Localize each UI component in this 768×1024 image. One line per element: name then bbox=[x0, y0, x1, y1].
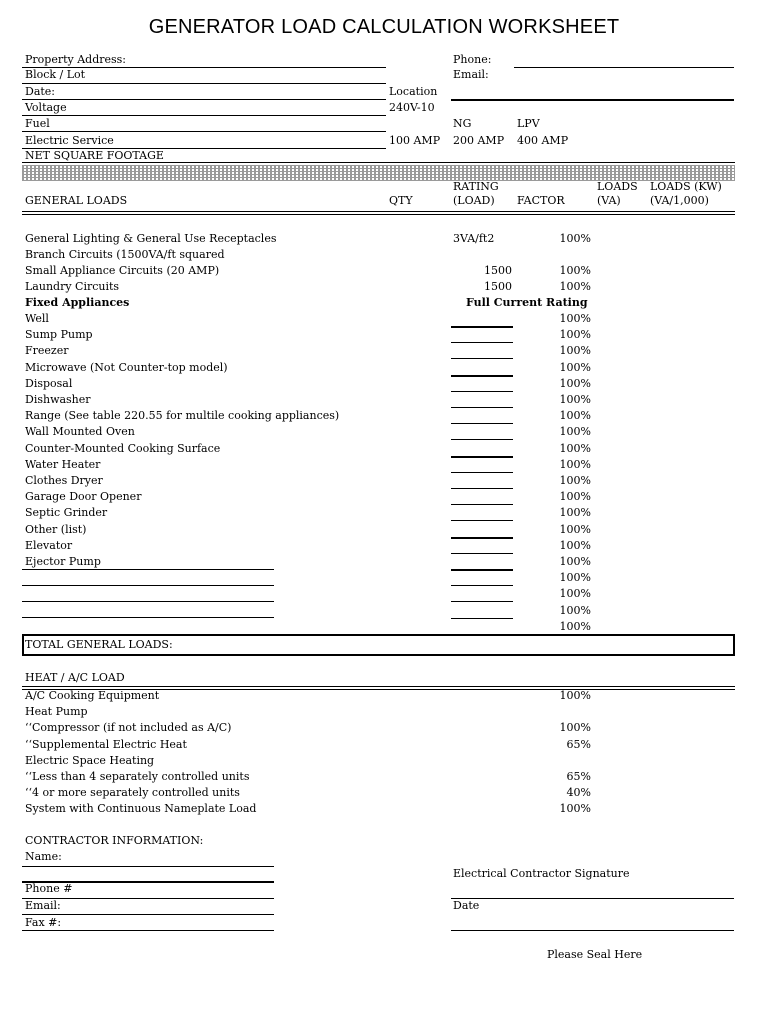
appliance-factor: 100% bbox=[559, 312, 591, 325]
appliance-rating-field[interactable] bbox=[451, 342, 513, 343]
col-loads-va: (VA) bbox=[597, 194, 621, 207]
other-appliance-field[interactable] bbox=[22, 601, 274, 602]
seal-label: Please Seal Here bbox=[547, 948, 643, 961]
col-loads: LOADS bbox=[597, 180, 638, 193]
appliance-label: Range (See table 220.55 for multile cooking appliances) bbox=[25, 409, 340, 423]
appliance-factor: 100% bbox=[559, 457, 591, 471]
appliance-label: Other (list) bbox=[25, 522, 87, 536]
appliance-rating-field[interactable] bbox=[451, 537, 513, 539]
phone-field[interactable] bbox=[514, 67, 734, 68]
appliance-factor: 100% bbox=[559, 441, 591, 455]
divider bbox=[22, 162, 735, 163]
electric-service-label: Electric Service bbox=[25, 134, 114, 147]
email-field[interactable] bbox=[451, 99, 734, 101]
general-load-label: Branch Circuits (1500VA/ft squared bbox=[25, 248, 225, 261]
other-appliance-field[interactable] bbox=[22, 569, 274, 570]
block-lot-field[interactable] bbox=[22, 83, 386, 84]
heat-ac-factor: 100% bbox=[559, 802, 591, 816]
fuel-label: Fuel bbox=[25, 117, 50, 130]
appliance-label: Elevator bbox=[25, 538, 73, 552]
col-rating-load: (LOAD) bbox=[453, 194, 495, 207]
appliance-factor: 100% bbox=[559, 506, 591, 520]
appliance-factor: 100% bbox=[559, 360, 591, 374]
heat-ac-label: System with Continuous Nameplate Load bbox=[25, 802, 257, 816]
heat-ac-factor: 65% bbox=[566, 737, 591, 751]
appliance-factor: 100% bbox=[559, 474, 591, 487]
col-loads-kw-unit: (VA/1,000) bbox=[650, 194, 709, 207]
appliance-rating-field[interactable] bbox=[451, 520, 513, 521]
general-load-factor: 100% bbox=[559, 232, 591, 245]
col-rating: RATING bbox=[453, 180, 499, 193]
appliance-label: Microwave (Not Counter-top model) bbox=[25, 360, 228, 374]
appliance-factor: 100% bbox=[559, 587, 591, 601]
header-rule bbox=[22, 214, 735, 215]
date-signed-field[interactable] bbox=[451, 930, 734, 931]
net-square-footage-label: NET SQUARE FOOTAGE bbox=[25, 149, 164, 162]
email-label: Email: bbox=[453, 68, 489, 81]
appliance-rating-field[interactable] bbox=[451, 407, 513, 408]
appliance-rating-field[interactable] bbox=[451, 601, 513, 602]
appliance-label: Water Heater bbox=[25, 457, 101, 471]
appliance-factor: 100% bbox=[559, 555, 591, 568]
contractor-fax-field[interactable] bbox=[22, 930, 274, 931]
col-factor: FACTOR bbox=[517, 194, 565, 207]
general-load-factor: 100% bbox=[559, 280, 591, 293]
appliance-rating-field[interactable] bbox=[451, 326, 513, 328]
appliance-label: Septic Grinder bbox=[25, 506, 108, 520]
property-address-label: Property Address: bbox=[25, 53, 127, 66]
signature-field[interactable] bbox=[451, 898, 734, 899]
date-signed-label: Date bbox=[453, 899, 480, 912]
general-load-rating: 1500 bbox=[484, 280, 512, 293]
general-load-label: Laundry Circuits bbox=[25, 280, 120, 293]
heat-ac-factor: 40% bbox=[566, 786, 591, 800]
col-general-loads: GENERAL LOADS bbox=[25, 194, 128, 207]
heat-ac-label: A/C Cooking Equipment bbox=[25, 689, 160, 702]
general-load-rating: 1500 bbox=[484, 264, 512, 277]
heat-ac-label: ‘‘4 or more separately controlled units bbox=[25, 786, 240, 800]
other-appliance-field[interactable] bbox=[22, 585, 274, 586]
general-load-label: General Lighting & General Use Receptacles bbox=[25, 232, 277, 245]
appliance-factor: 100% bbox=[559, 409, 591, 423]
contractor-email-field[interactable] bbox=[22, 914, 274, 915]
appliance-label: Counter-Mounted Cooking Surface bbox=[25, 441, 221, 455]
heat-ac-factor: 100% bbox=[559, 721, 591, 735]
appliance-label: Wall Mounted Oven bbox=[25, 425, 135, 439]
appliance-rating-field[interactable] bbox=[451, 472, 513, 473]
appliance-label: Clothes Dryer bbox=[25, 474, 103, 487]
appliance-rating-field[interactable] bbox=[451, 391, 513, 392]
appliance-factor: 100% bbox=[559, 603, 591, 617]
appliance-rating-field[interactable] bbox=[451, 423, 513, 424]
general-load-rating: 3VA/ft2 bbox=[453, 232, 495, 245]
heat-ac-label: Heat Pump bbox=[25, 705, 88, 719]
location-label: Location bbox=[389, 85, 438, 98]
service-100-amp-option[interactable]: 100 AMP bbox=[389, 134, 441, 147]
col-qty: QTY bbox=[389, 194, 413, 207]
fuel-field[interactable] bbox=[22, 131, 386, 132]
contractor-phone-label: Phone # bbox=[25, 882, 73, 895]
voltage-label: Voltage bbox=[25, 101, 67, 114]
voltage-field[interactable] bbox=[22, 115, 386, 116]
voltage-value: 240V-10 bbox=[389, 101, 435, 114]
appliance-rating-field[interactable] bbox=[451, 456, 513, 458]
contractor-name-label: Name: bbox=[25, 850, 62, 863]
appliance-rating-field[interactable] bbox=[451, 504, 513, 505]
fuel-lpv-option[interactable]: LPV bbox=[517, 117, 540, 130]
general-load-factor: 100% bbox=[559, 264, 591, 277]
fixed-appliances-heading: Fixed Appliances bbox=[25, 296, 130, 309]
appliance-rating-field[interactable] bbox=[451, 439, 513, 440]
appliance-label: Garage Door Opener bbox=[25, 490, 142, 504]
appliance-rating-field[interactable] bbox=[451, 375, 513, 377]
page-title: GENERATOR LOAD CALCULATION WORKSHEET bbox=[148, 16, 620, 38]
appliance-rating-field[interactable] bbox=[451, 585, 513, 586]
heat-ac-rule bbox=[22, 686, 735, 687]
signature-label: Electrical Contractor Signature bbox=[453, 867, 630, 880]
date-field[interactable] bbox=[22, 99, 386, 100]
appliance-label: Sump Pump bbox=[25, 328, 93, 342]
appliance-factor: 100% bbox=[559, 619, 591, 633]
heat-ac-label: ‘‘Supplemental Electric Heat bbox=[25, 737, 187, 751]
contractor-info-heading: CONTRACTOR INFORMATION: bbox=[25, 834, 204, 847]
appliance-factor: 100% bbox=[559, 425, 591, 439]
appliance-label: Freezer bbox=[25, 344, 69, 358]
heat-ac-factor: 65% bbox=[566, 770, 591, 783]
appliance-factor: 100% bbox=[559, 328, 591, 342]
service-200-amp-option[interactable]: 200 AMP bbox=[453, 134, 505, 147]
appliance-rating-field[interactable] bbox=[451, 618, 513, 619]
appliance-rating-field[interactable] bbox=[451, 553, 513, 554]
appliance-factor: 100% bbox=[559, 538, 591, 552]
service-400-amp-option[interactable]: 400 AMP bbox=[517, 134, 569, 147]
contractor-name-field[interactable] bbox=[22, 866, 274, 867]
appliance-label: Ejector Pump bbox=[25, 555, 101, 568]
appliance-factor: 100% bbox=[559, 571, 591, 585]
appliance-factor: 100% bbox=[559, 344, 591, 358]
appliance-rating-field[interactable] bbox=[451, 569, 513, 571]
header-rule bbox=[22, 211, 735, 212]
hatched-divider bbox=[22, 165, 735, 181]
contractor-fax-label: Fax #: bbox=[25, 916, 62, 929]
appliance-label: Disposal bbox=[25, 376, 73, 390]
appliance-rating-field[interactable] bbox=[451, 358, 513, 359]
heat-ac-factor: 100% bbox=[559, 689, 591, 702]
other-appliance-field[interactable] bbox=[22, 617, 274, 618]
heat-ac-label: Electric Space Heating bbox=[25, 753, 155, 767]
appliance-factor: 100% bbox=[559, 522, 591, 536]
date-label: Date: bbox=[25, 85, 56, 98]
total-general-loads-label: TOTAL GENERAL LOADS: bbox=[25, 638, 173, 651]
contractor-email-label: Email: bbox=[25, 899, 61, 912]
appliance-factor: 100% bbox=[559, 376, 591, 390]
appliance-label: Well bbox=[25, 312, 49, 325]
block-lot-label: Block / Lot bbox=[25, 68, 86, 81]
appliance-factor: 100% bbox=[559, 393, 591, 406]
appliance-label: Dishwasher bbox=[25, 393, 91, 406]
full-current-rating-heading: Full Current Rating bbox=[466, 296, 588, 309]
heat-ac-label: ‘‘Less than 4 separately controlled units bbox=[25, 770, 250, 783]
heat-ac-heading: HEAT / A/C LOAD bbox=[25, 671, 125, 684]
fuel-ng-option[interactable]: NG bbox=[453, 117, 472, 130]
general-load-label: Small Appliance Circuits (20 AMP) bbox=[25, 264, 220, 277]
appliance-factor: 100% bbox=[559, 490, 591, 504]
col-loads-kw: LOADS (KW) bbox=[650, 180, 722, 193]
phone-label: Phone: bbox=[453, 53, 492, 66]
heat-ac-label: ‘‘Compressor (if not included as A/C) bbox=[25, 721, 232, 735]
appliance-rating-field[interactable] bbox=[451, 488, 513, 489]
